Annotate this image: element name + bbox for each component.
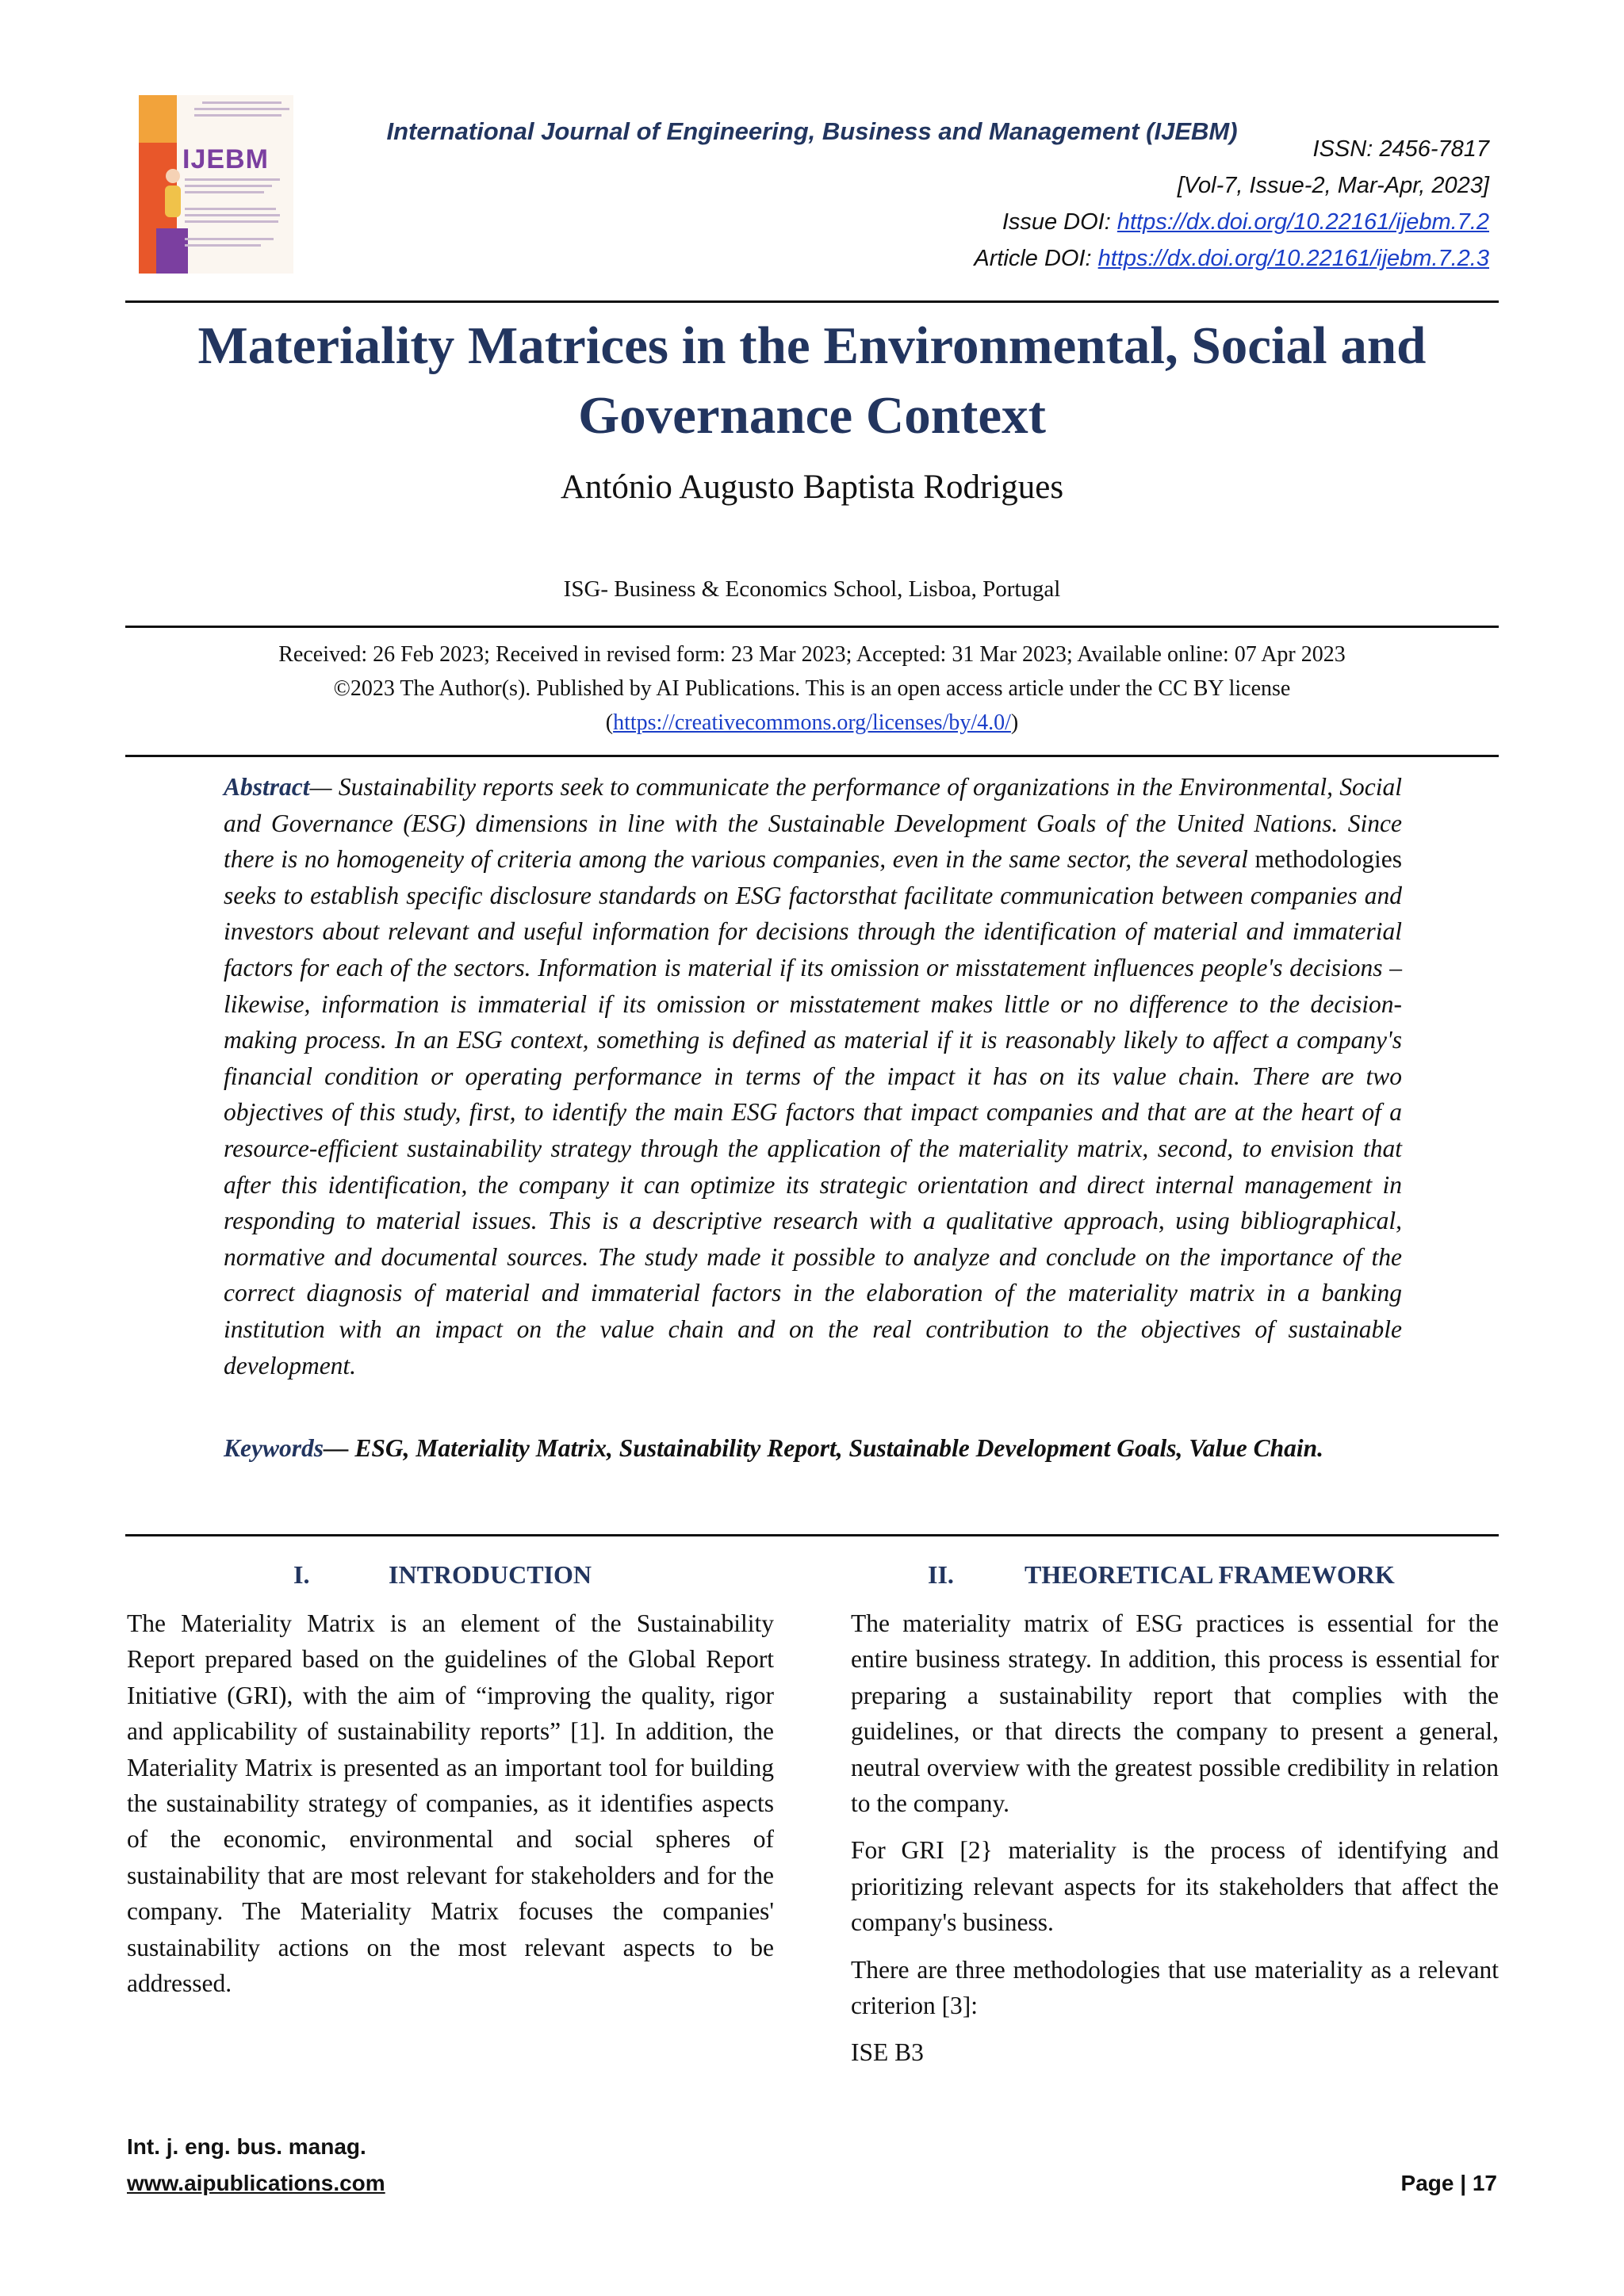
publication-meta <box>125 637 1499 740</box>
journal-name: International Journal of Engineering, Business and Management (IJEBM) <box>386 117 1238 145</box>
section-framework-number: II. <box>928 1560 954 1589</box>
abstract-label: Abstract <box>224 773 310 801</box>
cover-text-line <box>185 220 278 223</box>
keywords-label: Keywords <box>224 1434 324 1462</box>
license-link[interactable]: https://creativecommons.org/licenses/by/4.0/ <box>613 710 1011 735</box>
article-doi-label: Article DOI: <box>974 246 1098 271</box>
article-doi-link[interactable]: https://dx.doi.org/10.22161/ijebm.7.2.3 <box>1097 246 1489 271</box>
cover-figure-block <box>156 228 188 274</box>
section-intro-number: I. <box>293 1560 310 1589</box>
keywords <box>224 1430 1402 1466</box>
article-title-line1: Materiality Matrices in the Environmental, Social and <box>197 316 1427 375</box>
abstract-text-2: seeks to establish specific disclosure standards on ESG factorsthat facilitate communication between companies and investors about relevant and useful information for decisions through the identification of material and immaterial factors for each of the sectors. Information is material if its omission or misstatement influences people's decisions – likewise, information is immaterial if its omission or misstatement makes little or no difference to the decision-making process. In an ESG context, something is defined as material if it is reasonably likely to affect a company's financial condition or operating performance in terms of the impact it has on its value chain. There are two objectives of this study, first, to identify the main ESG factors that impact companies and that are at the heart of a resource-efficient sustainability strategy through the application of the materiality matrix, second, to envision that after this identification, the company it can optimize its strategic orientation and direct internal management in responding to material issues. This is a descriptive research with a qualitative approach, using bibliographical, normative and documental sources. The study made it possible to analyze and conclude on the importance of the correct diagnosis of material and immaterial factors in the elaboration of the materiality matrix in a banking institution with an impact on the value chain and on the real contribution to the objectives of sustainable development. <box>224 881 1402 1380</box>
section-intro-body <box>127 1605 774 2012</box>
author-affiliation: ISG- Business & Economics School, Lisboa, Portugal <box>563 576 1061 602</box>
cover-text-line <box>185 178 280 181</box>
cover-text-line <box>185 214 280 216</box>
footer-journal-abbrev: Int. j. eng. bus. manag. <box>127 2134 366 2159</box>
section-framework-body <box>851 1605 1499 2082</box>
paragraph: There are three methodologies that use materiality as a relevant criterion [3]: <box>851 1955 1499 2020</box>
abstract-text-1: Sustainability reports seek to communicate the performance of organizations in the Environmental, Social and Governance (ESG) dimensions in line with the Sustainable Development Goals of the United Nations. Since there is no homogeneity of criteria among the various companies, even in the same sector, the several <box>224 773 1403 874</box>
license-open-paren: ( <box>605 710 614 735</box>
paragraph: The Materiality Matrix is an element of the Sustainability Report prepared based on the guidelines of the Global Report Initiative (GRI), with the aim of “improving the quality, rigor and applicability of sustainability reports” [1]. In addition, the Materiality Matrix is presented as an important tool for building the sustainability strategy of companies, as it identifies aspects of the economic, environmental and social spheres of sustainability that are most relevant for stakeholders and for the company. The Materiality Matrix focuses the companies' sustainability actions on the most relevant aspects to be addressed. <box>127 1609 774 1998</box>
meta-divider <box>125 755 1499 757</box>
footer-website-link[interactable]: www.aipublications.com <box>127 2171 385 2195</box>
cover-text-line <box>185 191 264 193</box>
cover-text-line <box>185 208 276 210</box>
header-divider <box>125 300 1499 303</box>
cover-text-line <box>185 185 272 187</box>
paragraph: For GRI [2} materiality is the process of identifying and prioritizing relevant aspects for its stakeholders that affect the company's business. <box>851 1836 1499 1937</box>
paragraph: The materiality matrix of ESG practices is essential for the entire business strategy. In addition, this process is essential for preparing a sustainability report that complies with the guidelines, or that directs the company to present a general, neutral overview with the greatest possible credibility in relation to the company. <box>851 1609 1499 1818</box>
cover-text-line <box>185 238 274 240</box>
issue-doi-label: Issue DOI: <box>1002 209 1117 235</box>
copyright-notice: ©2023 The Author(s). Published by AI Publications. This is an open access article under the CC BY license <box>333 676 1291 701</box>
section-intro-title: INTRODUCTION <box>389 1560 592 1589</box>
section-framework-title: THEORETICAL FRAMEWORK <box>1025 1560 1395 1589</box>
affiliation-divider <box>125 626 1499 628</box>
cover-logo: IJEBM <box>182 144 269 174</box>
article-doi <box>974 246 1489 272</box>
abstract <box>224 769 1402 1383</box>
issue-doi <box>1002 209 1489 235</box>
paragraph: ISE B3 <box>851 2038 924 2067</box>
abstract-text-upright: methodologies <box>1254 845 1402 874</box>
journal-volume: [Vol-7, Issue-2, Mar-Apr, 2023] <box>1177 173 1489 198</box>
article-title-line2: Governance Context <box>578 386 1046 445</box>
publication-dates: Received: 26 Feb 2023; Received in revised form: 23 Mar 2023; Accepted: 31 Mar 2023; Available online: 07 Apr 2023 <box>278 642 1346 667</box>
abstract-dash: — <box>309 773 339 801</box>
author-name: António Augusto Baptista Rodrigues <box>560 469 1064 506</box>
abstract-divider <box>125 1534 1499 1536</box>
cover-person-icon <box>161 166 185 222</box>
article-title <box>125 311 1499 450</box>
footer-page-number: Page | 17 <box>1400 2171 1497 2195</box>
keywords-dash: — <box>324 1434 355 1462</box>
license <box>125 706 1499 740</box>
issue-doi-link[interactable]: https://dx.doi.org/10.22161/ijebm.7.2 <box>1116 209 1489 235</box>
cover-text-line <box>185 244 261 247</box>
license-close-paren: ) <box>1010 710 1019 735</box>
keywords-text: ESG, Materiality Matrix, Sustainability Report, Sustainable Development Goals, Value Chain. <box>354 1434 1324 1462</box>
journal-issn: ISSN: 2456-7817 <box>1312 136 1489 162</box>
